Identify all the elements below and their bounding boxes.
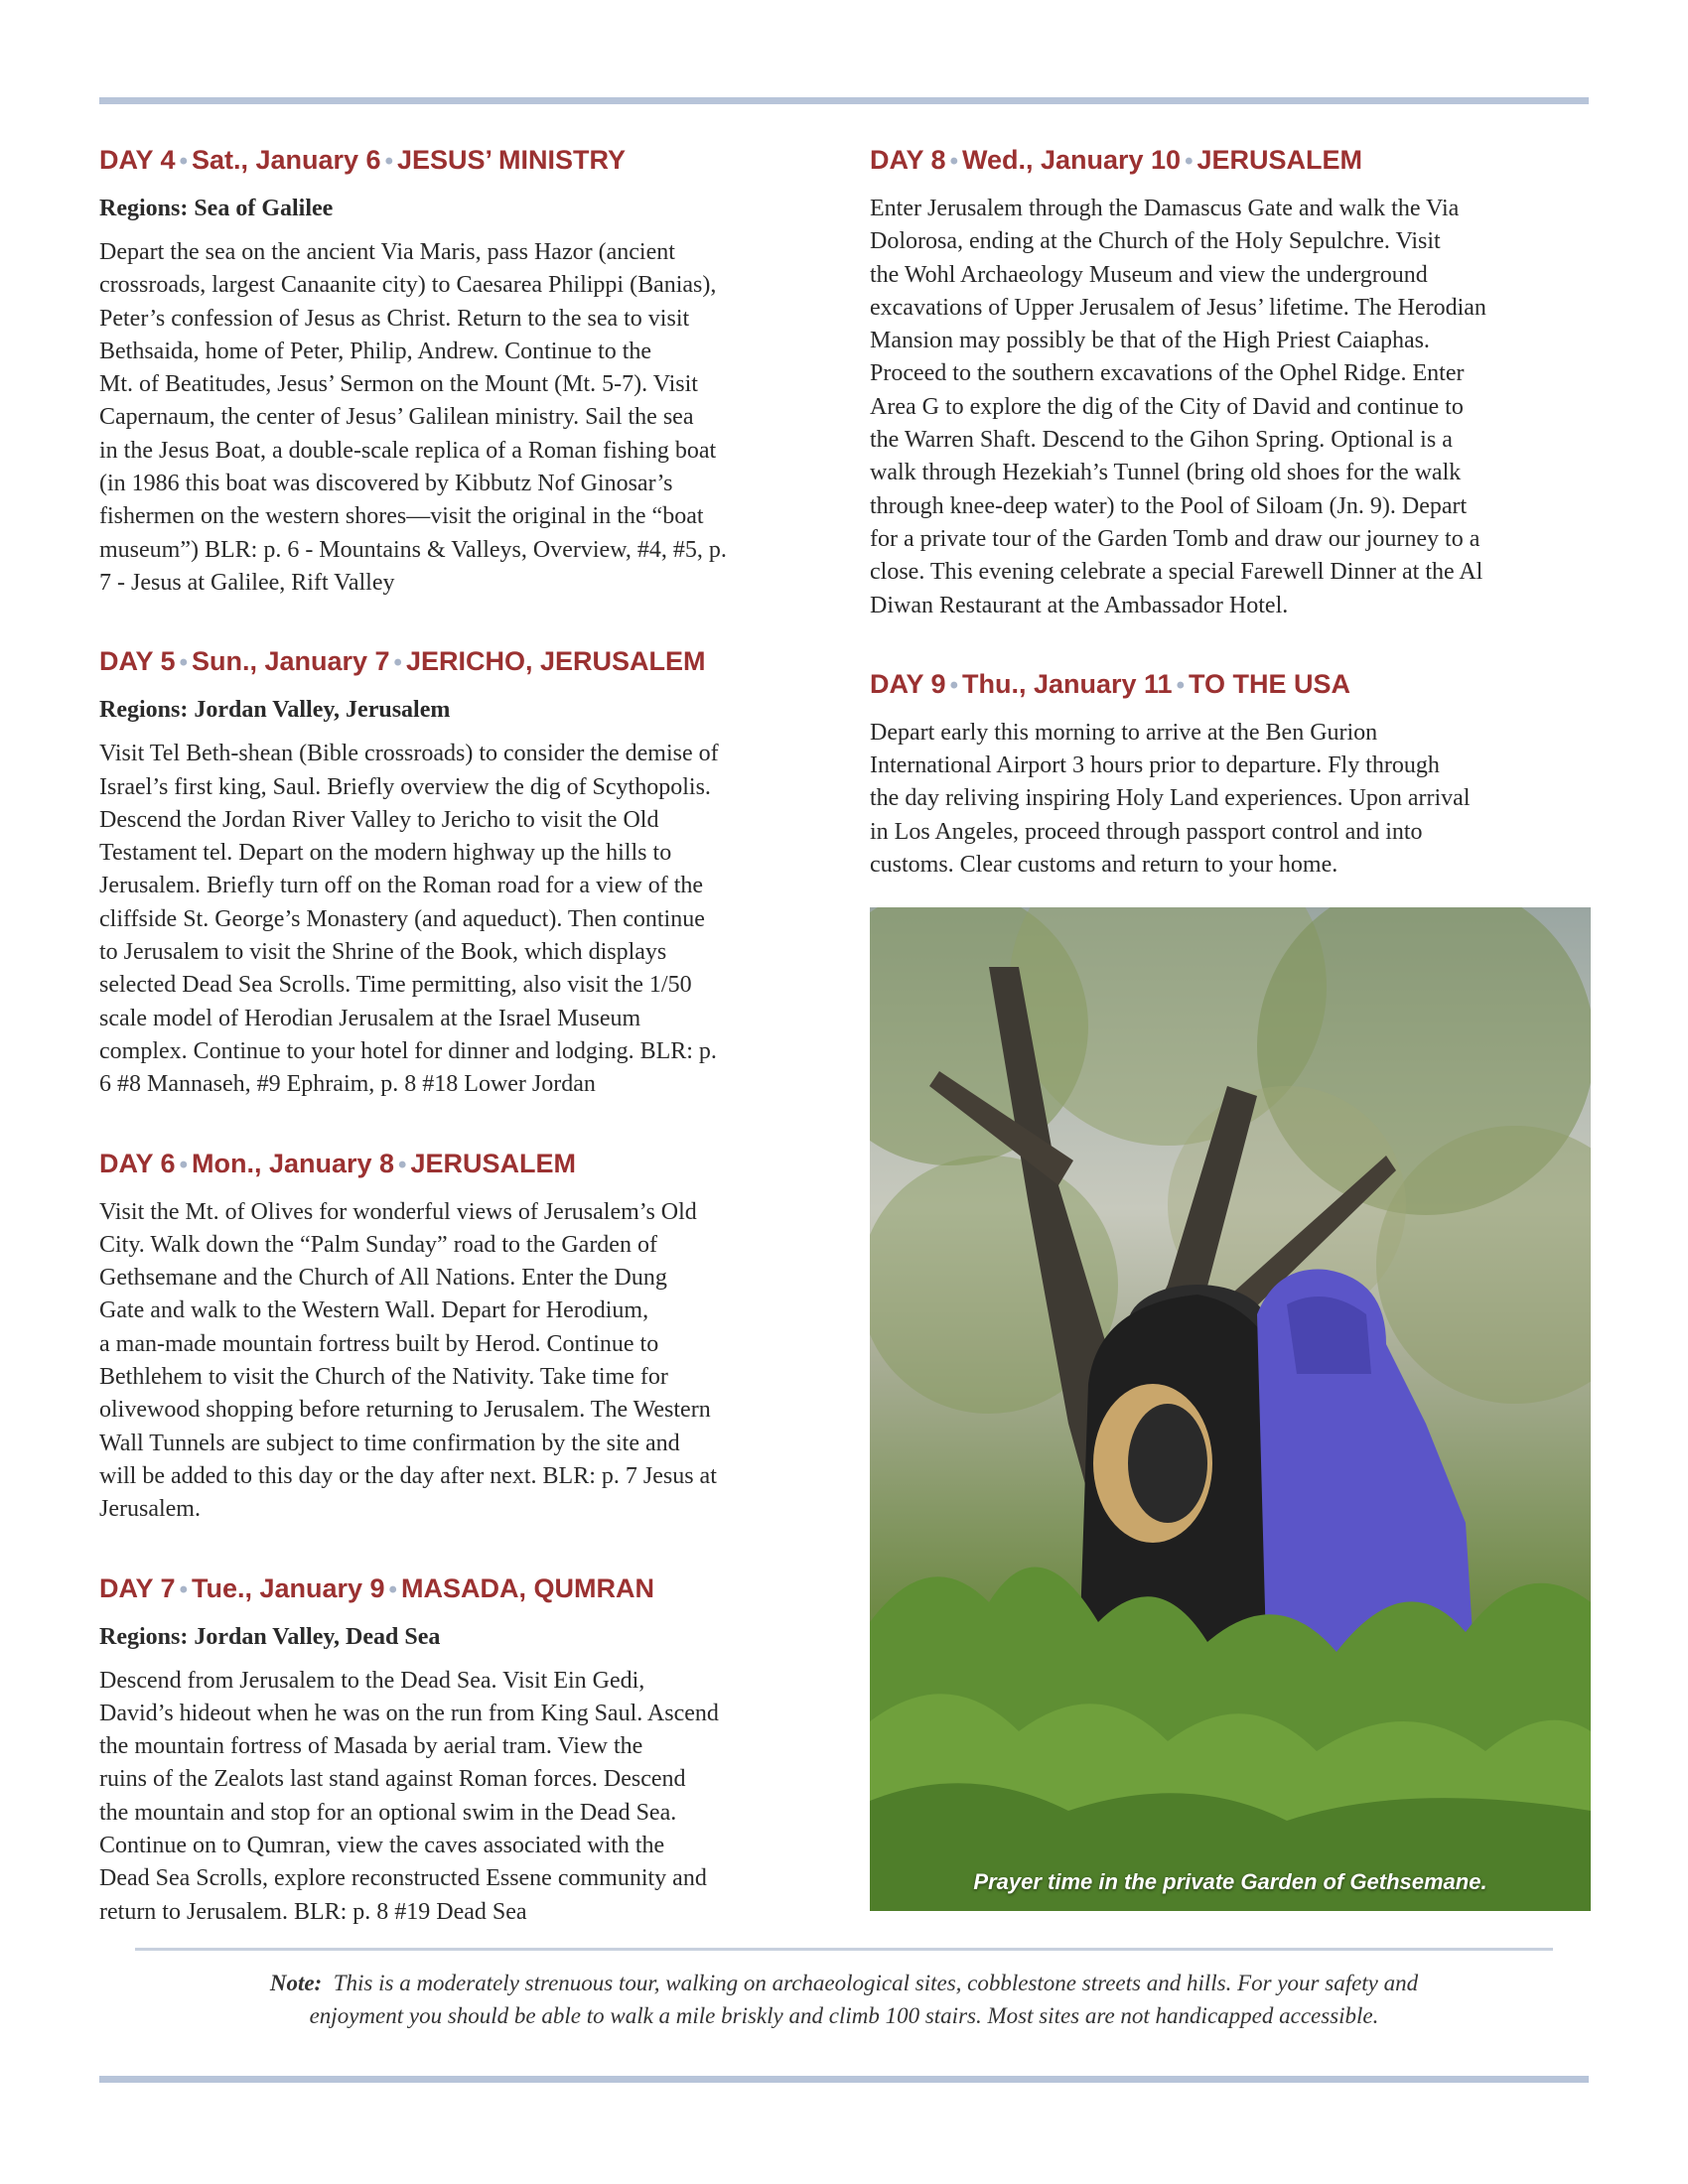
description-line: Continue on to Qumran, view the caves associated with the: [99, 1832, 665, 1858]
note-line-2: enjoyment you should be able to walk a mile briskly and climb 100 stairs. Most sites are not handicapped accessible.: [309, 2003, 1379, 2028]
note-line-1: This is a moderately strenuous tour, walking on archaeological sites, cobblestone streets and hills. For your safety and: [333, 1971, 1419, 1995]
description-line: the mountain and stop for an optional swim in the Dead Sea.: [99, 1799, 677, 1826]
description-line: Israel’s first king, Saul. Briefly overview the dig of Scythopolis.: [99, 773, 711, 800]
bullet-dot: •: [179, 148, 188, 175]
description-line: customs. Clear customs and return to your home.: [870, 852, 1338, 879]
day-date: Mon., January 8: [191, 1148, 395, 1178]
day-number: DAY 4: [99, 145, 176, 175]
description-line: Jerusalem.: [99, 1496, 201, 1523]
description-line: close. This evening celebrate a special Farewell Dinner at the Al: [870, 559, 1483, 586]
description-line: City. Walk down the “Palm Sunday” road to the Garden of: [99, 1231, 657, 1258]
photo-illustration: [870, 907, 1591, 1911]
right-column: [870, 142, 1591, 1911]
day-description: [99, 1665, 822, 1929]
description-line: Gate and walk to the Western Wall. Depart for Herodium,: [99, 1297, 649, 1324]
bullet-dot: •: [1176, 671, 1185, 699]
day-number: DAY 7: [99, 1572, 176, 1603]
day-title: TO THE USA: [1188, 668, 1350, 699]
bullet-dot: •: [398, 1151, 407, 1178]
description-line: Area G to explore the dig of the City of David and continue to: [870, 393, 1464, 420]
day-regions: Regions: Jordan Valley, Jerusalem: [99, 697, 451, 724]
photo-caption: Prayer time in the private Garden of Gethsemane.: [973, 1869, 1487, 1895]
description-line: for a private tour of the Garden Tomb and draw our journey to a: [870, 525, 1480, 552]
day-description: [99, 738, 822, 1101]
description-line: ruins of the Zealots last stand against Roman forces. Descend: [99, 1766, 686, 1793]
description-line: walk through Hezekiah’s Tunnel (bring old shoes for the walk: [870, 460, 1462, 486]
description-line: excavations of Upper Jerusalem of Jesus’ lifetime. The Herodian: [870, 294, 1486, 321]
day-regions: Regions: Jordan Valley, Dead Sea: [99, 1623, 441, 1650]
description-line: return to Jerusalem. BLR: p. 8 #19 Dead Sea: [99, 1898, 527, 1925]
day-description: [99, 236, 822, 600]
bullet-dot: •: [949, 148, 958, 175]
day-title: JERUSALEM: [1196, 145, 1363, 175]
description-line: Gethsemane and the Church of All Nations. Enter the Dung: [99, 1265, 667, 1292]
description-line: Mansion may possibly be that of the High Priest Caiaphas.: [870, 328, 1430, 354]
note: [135, 1967, 1553, 2032]
note-label: Note:: [269, 1971, 323, 1995]
description-line: scale model of Herodian Jerusalem at the Israel Museum: [99, 1005, 641, 1031]
gethsemane-photo: [870, 907, 1591, 1911]
description-line: museum”) BLR: p. 6 - Mountains & Valleys, Overview, #4, #5, p.: [99, 536, 727, 563]
description-line: Proceed to the southern excavations of the Ophel Ridge. Enter: [870, 360, 1465, 387]
description-line: complex. Continue to your hotel for dinner and lodging. BLR: p.: [99, 1037, 717, 1064]
day-number: DAY 6: [99, 1148, 176, 1178]
day-date: Sat., January 6: [191, 145, 381, 175]
day-heading: [99, 643, 822, 681]
description-line: crossroads, largest Canaanite city) to Caesarea Philippi (Banias),: [99, 272, 717, 299]
bullet-dot: •: [179, 649, 188, 677]
description-line: (in 1986 this boat was discovered by Kibbutz Nof Ginosar’s: [99, 471, 673, 497]
day-heading: [99, 1570, 822, 1608]
day-number: DAY 9: [870, 668, 946, 699]
description-line: Capernaum, the center of Jesus’ Galilean ministry. Sail the sea: [99, 404, 694, 431]
description-line: in the Jesus Boat, a double-scale replica of a Roman fishing boat: [99, 437, 717, 464]
description-line: Testament tel. Depart on the modern highway up the hills to: [99, 840, 672, 867]
description-line: Bethsaida, home of Peter, Philip, Andrew. Continue to the: [99, 338, 652, 364]
day-regions: Regions: Sea of Galilee: [99, 196, 334, 221]
bullet-dot: •: [384, 148, 393, 175]
description-line: to Jerusalem to visit the Shrine of the Book, which displays: [99, 939, 667, 966]
day-number: DAY 8: [870, 145, 946, 175]
day-description: [99, 1196, 822, 1527]
day-date: Wed., January 10: [961, 145, 1182, 175]
description-line: Bethlehem to visit the Church of the Nativity. Take time for: [99, 1364, 668, 1391]
description-line: Wall Tunnels are subject to time confirmation by the site and: [99, 1430, 680, 1456]
top-rule: [99, 97, 1589, 104]
bullet-dot: •: [949, 671, 958, 699]
description-line: Descend the Jordan River Valley to Jericho to visit the Old: [99, 806, 659, 833]
description-line: cliffside St. George’s Monastery (and aqueduct). Then continue: [99, 905, 705, 932]
bullet-dot: •: [393, 649, 402, 677]
description-line: Dolorosa, ending at the Church of the Holy Sepulchre. Visit: [870, 228, 1441, 255]
description-line: selected Dead Sea Scrolls. Time permitting, also visit the 1/50: [99, 972, 692, 999]
day-heading: [870, 666, 1591, 704]
day-number: DAY 5: [99, 646, 176, 677]
day-title: JESUS’ MINISTRY: [396, 145, 627, 175]
description-line: Depart the sea on the ancient Via Maris, pass Hazor (ancient: [99, 239, 675, 265]
description-line: Jerusalem. Briefly turn off on the Roman road for a view of the: [99, 873, 704, 899]
description-line: Visit Tel Beth-shean (Bible crossroads) to consider the demise of: [99, 741, 719, 767]
description-line: Visit the Mt. of Olives for wonderful views of Jerusalem’s Old: [99, 1198, 697, 1225]
bullet-dot: •: [179, 1575, 188, 1603]
day-4-section: [99, 142, 822, 600]
day-7-section: [99, 1570, 822, 1929]
description-line: olivewood shopping before returning to Jerusalem. The Western: [99, 1397, 711, 1424]
day-title: MASADA, QUMRAN: [400, 1572, 654, 1603]
description-line: the mountain fortress of Masada by aerial tram. View the: [99, 1733, 643, 1760]
description-line: Depart early this morning to arrive at the Ben Gurion: [870, 719, 1378, 746]
description-line: Mt. of Beatitudes, Jesus’ Sermon on the Mount (Mt. 5-7). Visit: [99, 371, 698, 398]
description-line: in Los Angeles, proceed through passport control and into: [870, 818, 1423, 845]
description-line: through knee-deep water) to the Pool of Siloam (Jn. 9). Depart: [870, 492, 1468, 519]
bullet-dot: •: [388, 1575, 397, 1603]
description-line: the Warren Shaft. Descend to the Gihon Spring. Optional is a: [870, 427, 1453, 454]
day-title: JERICHO, JERUSALEM: [405, 646, 706, 677]
day-date: Sun., January 7: [191, 646, 390, 677]
day-title: JERUSALEM: [410, 1148, 576, 1178]
left-column: [99, 142, 822, 1973]
day-description: [870, 717, 1591, 882]
day-heading: [99, 142, 822, 180]
description-line: International Airport 3 hours prior to departure. Fly through: [870, 752, 1440, 779]
day-heading: [870, 142, 1591, 180]
day-heading: [99, 1146, 822, 1183]
description-line: Dead Sea Scrolls, explore reconstructed Essene community and: [99, 1865, 707, 1892]
description-line: a man-made mountain fortress built by Herod. Continue to: [99, 1330, 659, 1357]
description-line: will be added to this day or the day after next. BLR: p. 7 Jesus at: [99, 1462, 717, 1489]
description-line: 6 #8 Mannaseh, #9 Ephraim, p. 8 #18 Lower Jordan: [99, 1071, 596, 1098]
description-line: Enter Jerusalem through the Damascus Gate and walk the Via: [870, 196, 1460, 221]
note-divider: [135, 1948, 1553, 1951]
description-line: the day reliving inspiring Holy Land experiences. Upon arrival: [870, 785, 1471, 812]
day-description: [870, 193, 1591, 622]
description-line: David’s hideout when he was on the run from King Saul. Ascend: [99, 1700, 719, 1726]
day-9-section: [870, 666, 1591, 882]
bullet-dot: •: [1185, 148, 1194, 175]
description-line: Diwan Restaurant at the Ambassador Hotel.: [870, 592, 1289, 618]
day-6-section: [99, 1146, 822, 1527]
bullet-dot: •: [179, 1151, 188, 1178]
day-8-section: [870, 142, 1591, 622]
bottom-rule: [99, 2076, 1589, 2083]
description-line: 7 - Jesus at Galilee, Rift Valley: [99, 569, 395, 596]
description-line: Peter’s confession of Jesus as Christ. Return to the sea to visit: [99, 305, 690, 332]
description-line: Descend from Jerusalem to the Dead Sea. Visit Ein Gedi,: [99, 1667, 645, 1694]
day-5-section: [99, 643, 822, 1101]
description-line: the Wohl Archaeology Museum and view the underground: [870, 261, 1428, 288]
day-date: Tue., January 9: [191, 1572, 385, 1603]
description-line: fishermen on the western shores—visit the original in the “boat: [99, 503, 704, 530]
day-date: Thu., January 11: [961, 668, 1173, 699]
